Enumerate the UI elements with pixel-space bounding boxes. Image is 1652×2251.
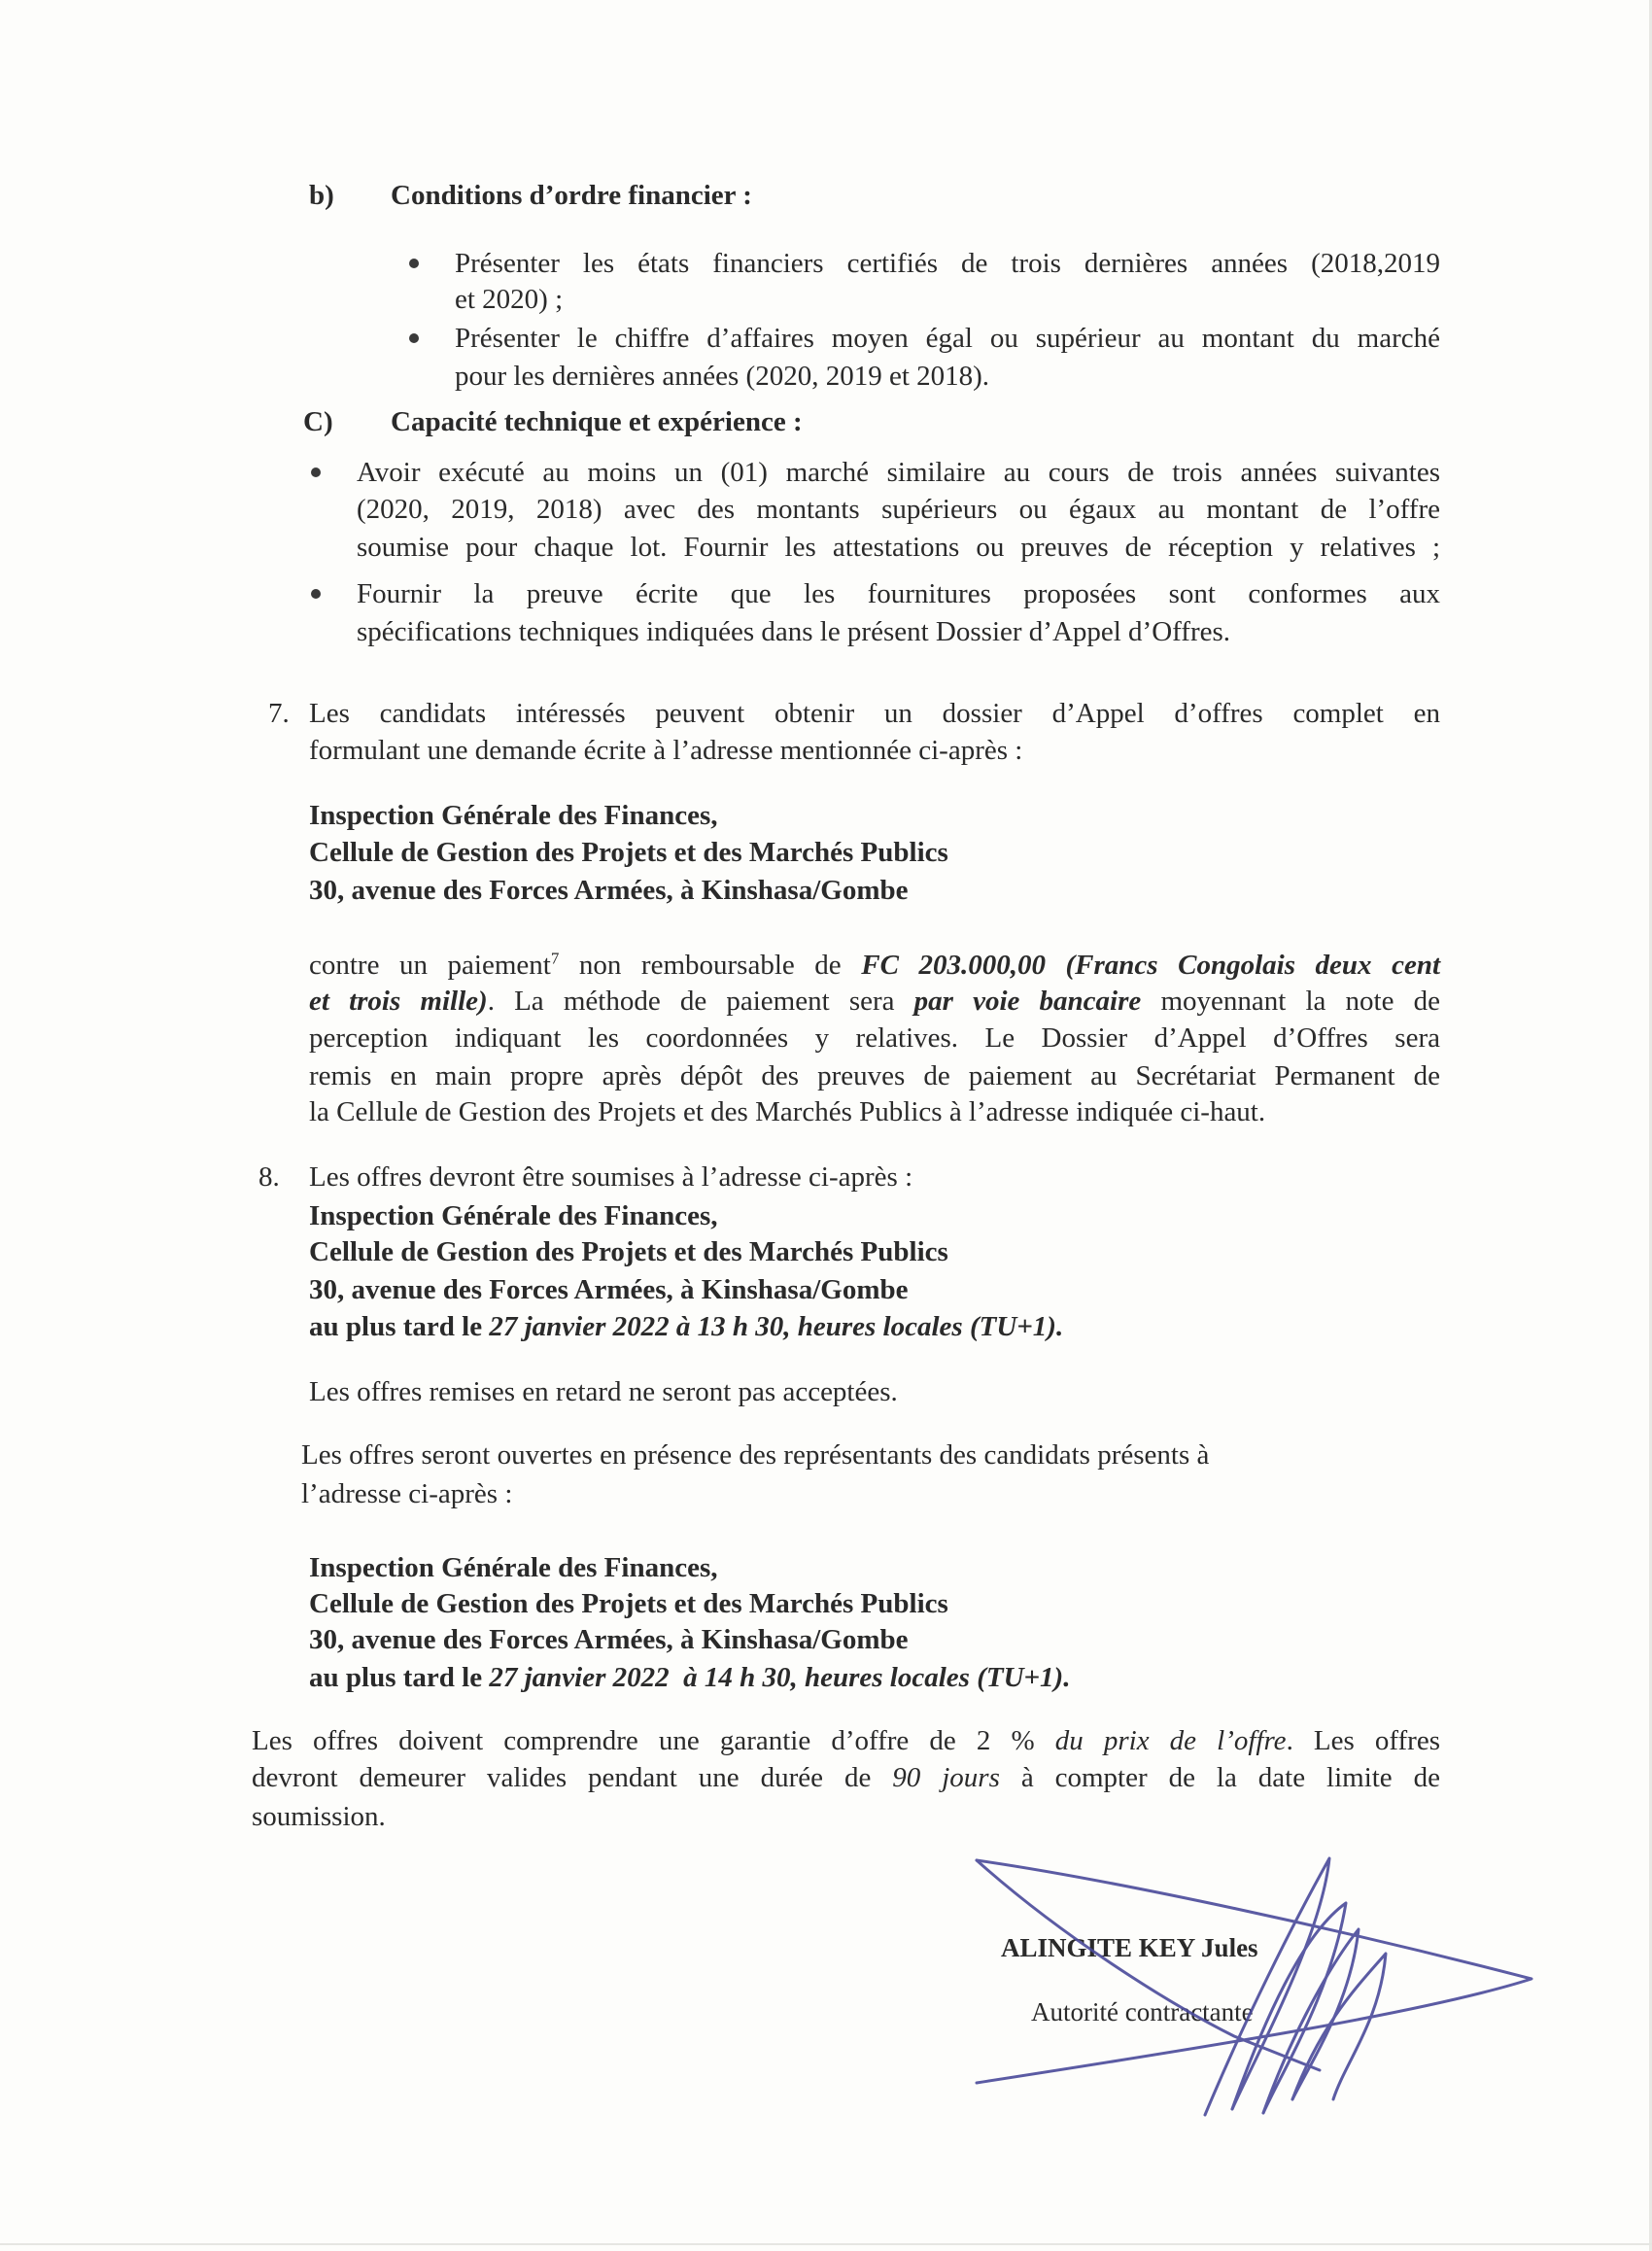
- payment-amount: FC 203.000,00 (Francs Congolais deux cent: [861, 950, 1441, 981]
- item-7-line-2: formulant une demande écrite à l’adresse mentionnée ci-après :: [309, 735, 1023, 766]
- item-8-intro: Les offres devront être soumises à l’adresse ci-après :: [309, 1161, 913, 1193]
- section-c-label: C): [303, 406, 333, 437]
- closing-text: devront demeurer valides pendant une durée de: [252, 1762, 893, 1793]
- item-7-address-line-1: Inspection Générale des Finances,: [309, 800, 718, 831]
- payment-text: moyennant la note de: [1160, 986, 1440, 1017]
- item-7-address-line-3: 30, avenue des Forces Armées, à Kinshasa/Gombe: [309, 875, 909, 906]
- section-c-title: Capacité technique et expérience :: [391, 406, 803, 437]
- footnote-marker: 7: [550, 949, 560, 968]
- opening-address-line-3: 30, avenue des Forces Armées, à Kinshasa/Gombe: [309, 1624, 909, 1655]
- section-b-label: b): [309, 180, 334, 211]
- item-8-address-line-1: Inspection Générale des Finances,: [309, 1200, 718, 1231]
- section-b-bullet-2-line-2: pour les dernières années (2020, 2019 et 2018).: [455, 361, 990, 392]
- opening-line-2: l’adresse ci-après :: [301, 1478, 513, 1509]
- payment-line-4: remis en main propre après dépôt des preuves de paiement au Secrétariat Permanent de: [309, 1060, 1440, 1091]
- section-c-bullet-1-line-2: (2020, 2019, 2018) avec des montants supérieurs ou égaux au montant de l’offre: [357, 494, 1440, 525]
- item-8-address-line-3: 30, avenue des Forces Armées, à Kinshasa/Gombe: [309, 1274, 909, 1305]
- item-7-address-line-2: Cellule de Gestion des Projets et des Marchés Publics: [309, 837, 948, 868]
- closing-text: à compter de la date limite de: [1020, 1762, 1440, 1793]
- payment-text: contre un paiement: [309, 950, 551, 981]
- payment-line-5: la Cellule de Gestion des Projets et des Marchés Publics à l’adresse indiquée ci-haut.: [309, 1096, 1266, 1127]
- item-8-address-line-2: Cellule de Gestion des Projets et des Marchés Publics: [309, 1236, 948, 1267]
- closing-line-3: soumission.: [252, 1801, 386, 1832]
- signatory-name: ALINGITE KEY Jules: [1001, 1933, 1258, 1962]
- section-c-bullet-1-line-1: Avoir exécuté au moins un (01) marché similaire au cours de trois années suivantes: [357, 457, 1440, 488]
- payment-method: par voie bancaire: [913, 986, 1142, 1017]
- closing-emphasis: du prix de l’offre: [1054, 1725, 1287, 1756]
- section-c-bullet-2-line-2: spécifications techniques indiquées dans le présent Dossier d’Appel d’Offres.: [357, 616, 1231, 647]
- payment-text: . La méthode de paiement sera: [487, 986, 914, 1017]
- late-offers-notice: Les offres remises en retard ne seront pas acceptées.: [309, 1376, 898, 1407]
- section-b-bullet-2-line-1: Présenter le chiffre d’affaires moyen égal ou supérieur au montant du marché: [455, 323, 1440, 354]
- section-b-bullet-1-line-1: Présenter les états financiers certifiés de trois dernières années (2018,2019: [455, 248, 1440, 279]
- opening-address-line-2: Cellule de Gestion des Projets et des Marchés Publics: [309, 1588, 948, 1619]
- deadline-prefix: au plus tard le: [309, 1311, 490, 1342]
- deadline-prefix: au plus tard le: [309, 1662, 490, 1693]
- item-7-line-1: Les candidats intéressés peuvent obtenir un dossier d’Appel d’offres complet en: [309, 698, 1440, 729]
- section-b-title: Conditions d’ordre financier :: [391, 180, 752, 211]
- section-c-bullet-1-line-3: soumise pour chaque lot. Fournir les attestations ou preuves de réception y relatives ;: [357, 532, 1440, 563]
- closing-emphasis: 90 jours: [892, 1762, 1000, 1793]
- opening-address-line-1: Inspection Générale des Finances,: [309, 1552, 718, 1583]
- item-8-number: 8.: [258, 1161, 280, 1193]
- deadline-date: 27 janvier 2022 à 13 h 30, heures locales (TU+1).: [489, 1311, 1064, 1342]
- payment-amount: et trois mille): [309, 986, 488, 1017]
- section-c-bullet-2-line-1: Fournir la preuve écrite que les fournitures proposées sont conformes aux: [357, 578, 1440, 609]
- deadline-date: 27 janvier 2022 à 14 h 30, heures locales (TU+1).: [489, 1662, 1071, 1693]
- item-7-number: 7.: [268, 698, 290, 729]
- opening-line-1: Les offres seront ouvertes en présence des représentants des candidats présents à: [301, 1439, 1210, 1471]
- signatory-title: Autorité contractante: [1031, 1997, 1254, 2026]
- section-b-bullet-1-line-2: et 2020) ;: [455, 284, 564, 315]
- payment-line-3: perception indiquant les coordonnées y relatives. Le Dossier d’Appel d’Offres sera: [309, 1022, 1440, 1054]
- closing-text: . Les offres: [1286, 1725, 1440, 1756]
- closing-text: Les offres doivent comprendre une garantie d’offre de 2 %: [252, 1725, 1055, 1756]
- payment-text: non remboursable de: [559, 950, 862, 981]
